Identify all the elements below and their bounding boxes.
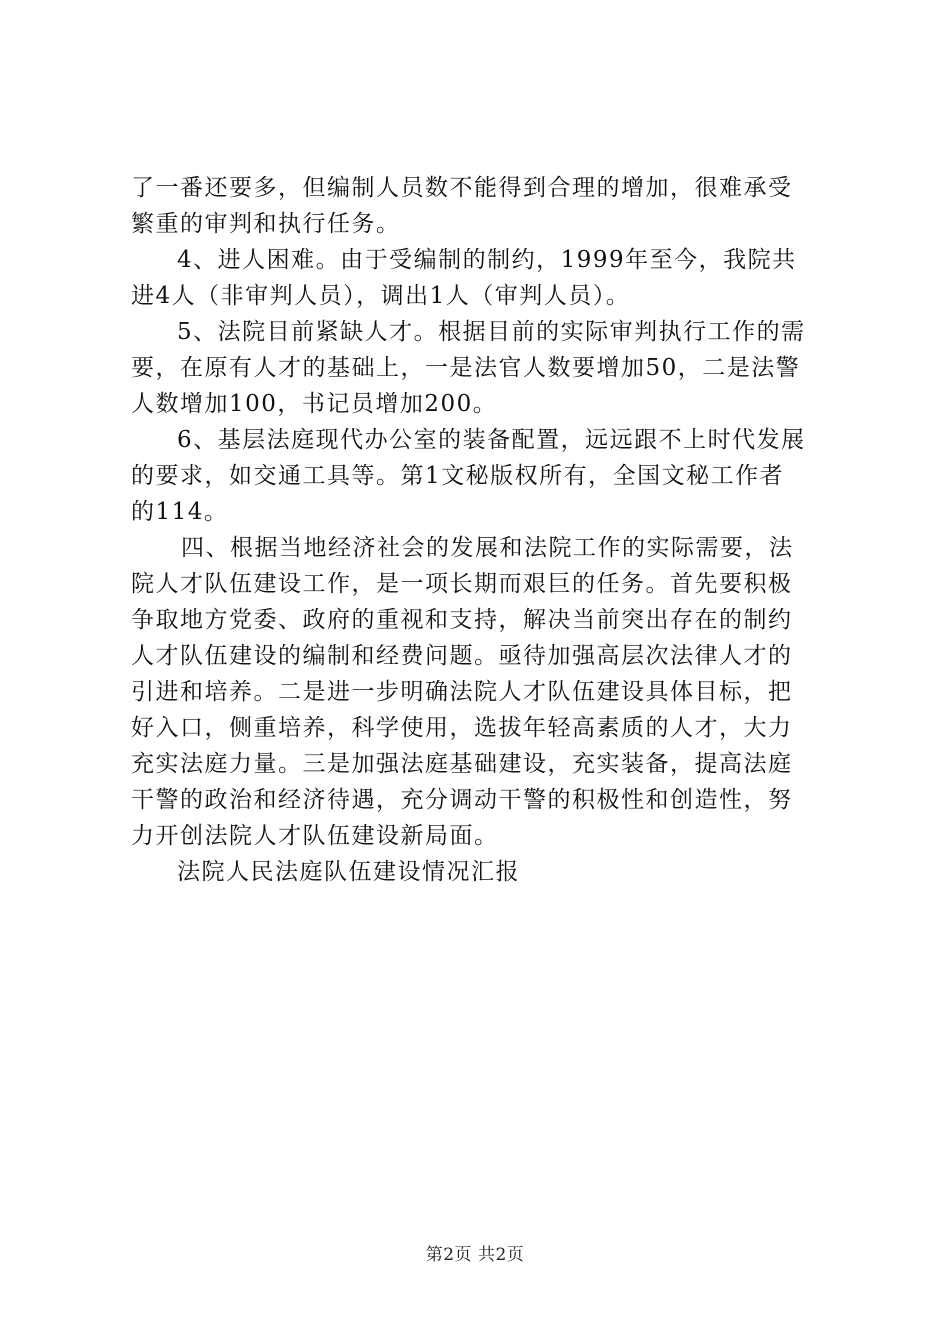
text-line: 充实法庭力量。三是加强法庭基础建设，充实装备，提高法庭 xyxy=(131,751,793,777)
text-line: 要，在原有人才的基础上，一是法官人数要增加50，二是法警 xyxy=(131,355,801,381)
text-line: 好入口，侧重培养，科学使用，选拔年轻高素质的人才，大力 xyxy=(131,715,793,741)
text-line: 力开创法院人才队伍建设新局面。 xyxy=(131,823,499,849)
text-line: 4、进人困难。由于受编制的制约，1999年至今，我院共 xyxy=(177,247,797,273)
text-line: 5、法院目前紧缺人才。根据目前的实际审判执行工作的需 xyxy=(177,319,806,345)
text-line: 院人才队伍建设工作，是一项长期而艰巨的任务。首先要积极 xyxy=(131,571,793,597)
text-line: 争取地方党委、政府的重视和支持，解决当前突出存在的制约 xyxy=(131,607,793,633)
text-line: 引进和培养。二是进一步明确法院人才队伍建设具体目标，把 xyxy=(131,679,793,705)
page-number: 第2页 共2页 xyxy=(425,1245,525,1265)
text-line: 6、基层法庭现代办公室的装备配置，远远跟不上时代发展 xyxy=(177,427,806,453)
text-line: 人数增加100，书记员增加200。 xyxy=(131,391,498,417)
text-line: 进4人（非审判人员），调出1人（审判人员）。 xyxy=(131,283,631,309)
text-line: 的要求，如交通工具等。第1文秘版权所有，全国文秘工作者 xyxy=(131,463,785,489)
text-line: 人才队伍建设的编制和经费问题。亟待加强高层次法律人才的 xyxy=(131,643,793,669)
text-line: 了一番还要多，但编制人员数不能得到合理的增加，很难承受 xyxy=(131,175,793,201)
document-title-line: 法院人民法庭队伍建设情况汇报 xyxy=(177,859,520,885)
text-line: 四、根据当地经济社会的发展和法院工作的实际需要，法 xyxy=(181,535,794,561)
document-body xyxy=(131,170,831,890)
text-line: 干警的政治和经济待遇，充分调动干警的积极性和创造性，努 xyxy=(131,787,793,813)
text-line: 的114。 xyxy=(131,499,229,525)
text-line: 繁重的审判和执行任务。 xyxy=(131,211,401,237)
